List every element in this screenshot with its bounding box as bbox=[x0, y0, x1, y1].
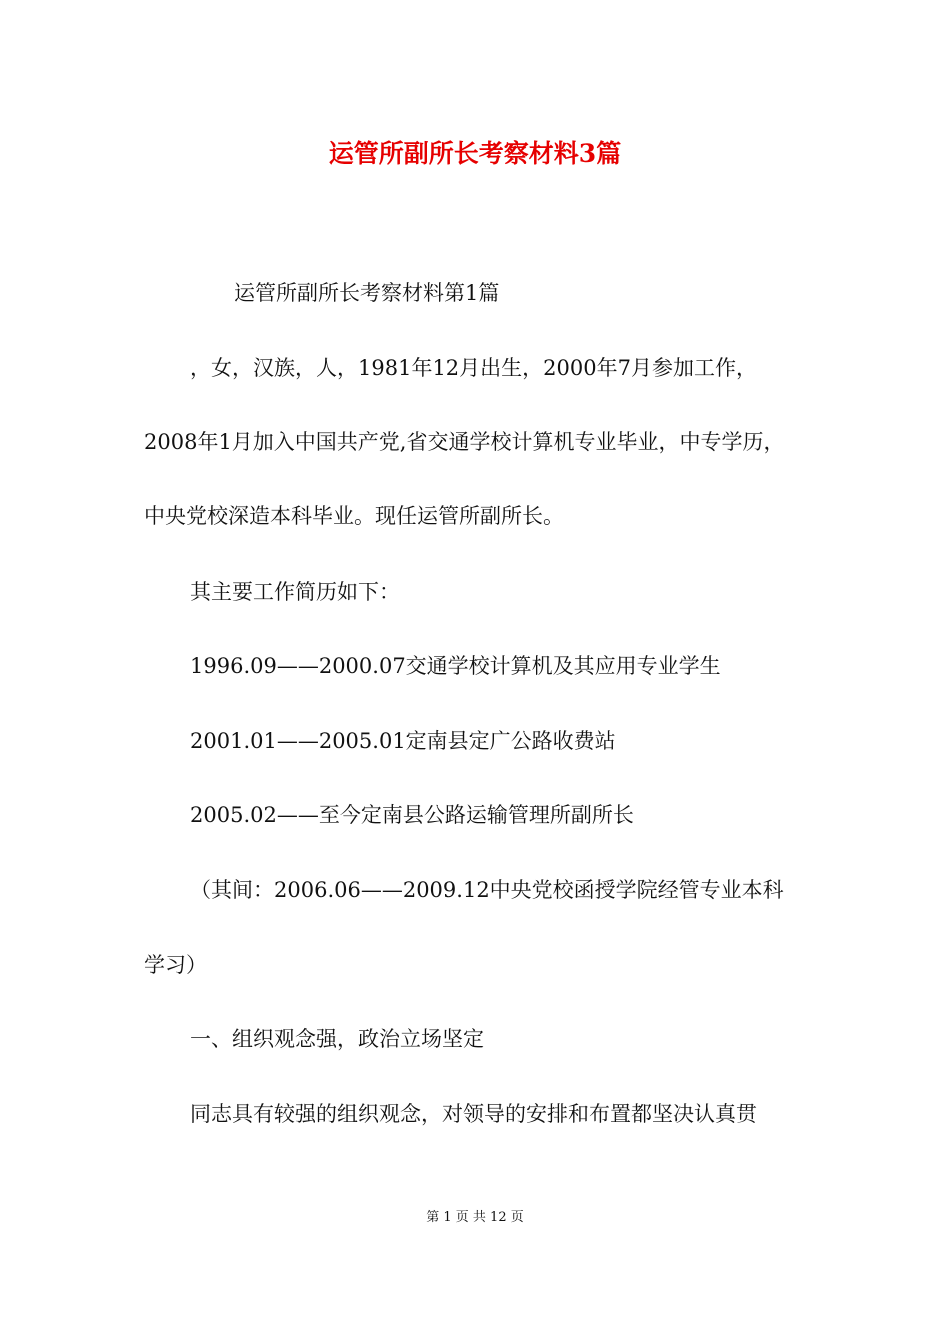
section-heading: 运管所副所长考察材料第1篇 bbox=[234, 281, 500, 305]
resume-entry: 2005.02——至今定南县公路运输管理所副所长 bbox=[190, 803, 634, 827]
body-line: 学习） bbox=[144, 953, 207, 977]
document-title: 运管所副所长考察材料3篇 bbox=[328, 139, 622, 168]
body-line: 中央党校深造本科毕业。现任运管所副所长。 bbox=[144, 504, 564, 528]
body-line: 同志具有较强的组织观念，对领导的安排和布置都坚决认真贯 bbox=[190, 1102, 757, 1126]
body-line: （其间：2006.06——2009.12中央党校函授学院经管专业本科 bbox=[190, 878, 784, 902]
resume-entry: 2001.01——2005.01定南县定广公路收费站 bbox=[190, 729, 616, 753]
resume-entry: 1996.09——2000.07交通学校计算机及其应用专业学生 bbox=[190, 654, 721, 678]
body-line: ，女，汉族，人，1981年12月出生，2000年7月参加工作， bbox=[190, 356, 757, 380]
body-line: 2008年1月加入中国共产党,省交通学校计算机专业毕业，中专学历， bbox=[144, 430, 785, 454]
page-number: 第 1 页 共 12 页 bbox=[426, 1210, 524, 1225]
body-line: 其主要工作简历如下： bbox=[190, 580, 400, 604]
page-footer bbox=[0, 1208, 950, 1228]
subsection-heading: 一、组织观念强，政治立场坚定 bbox=[190, 1027, 484, 1051]
